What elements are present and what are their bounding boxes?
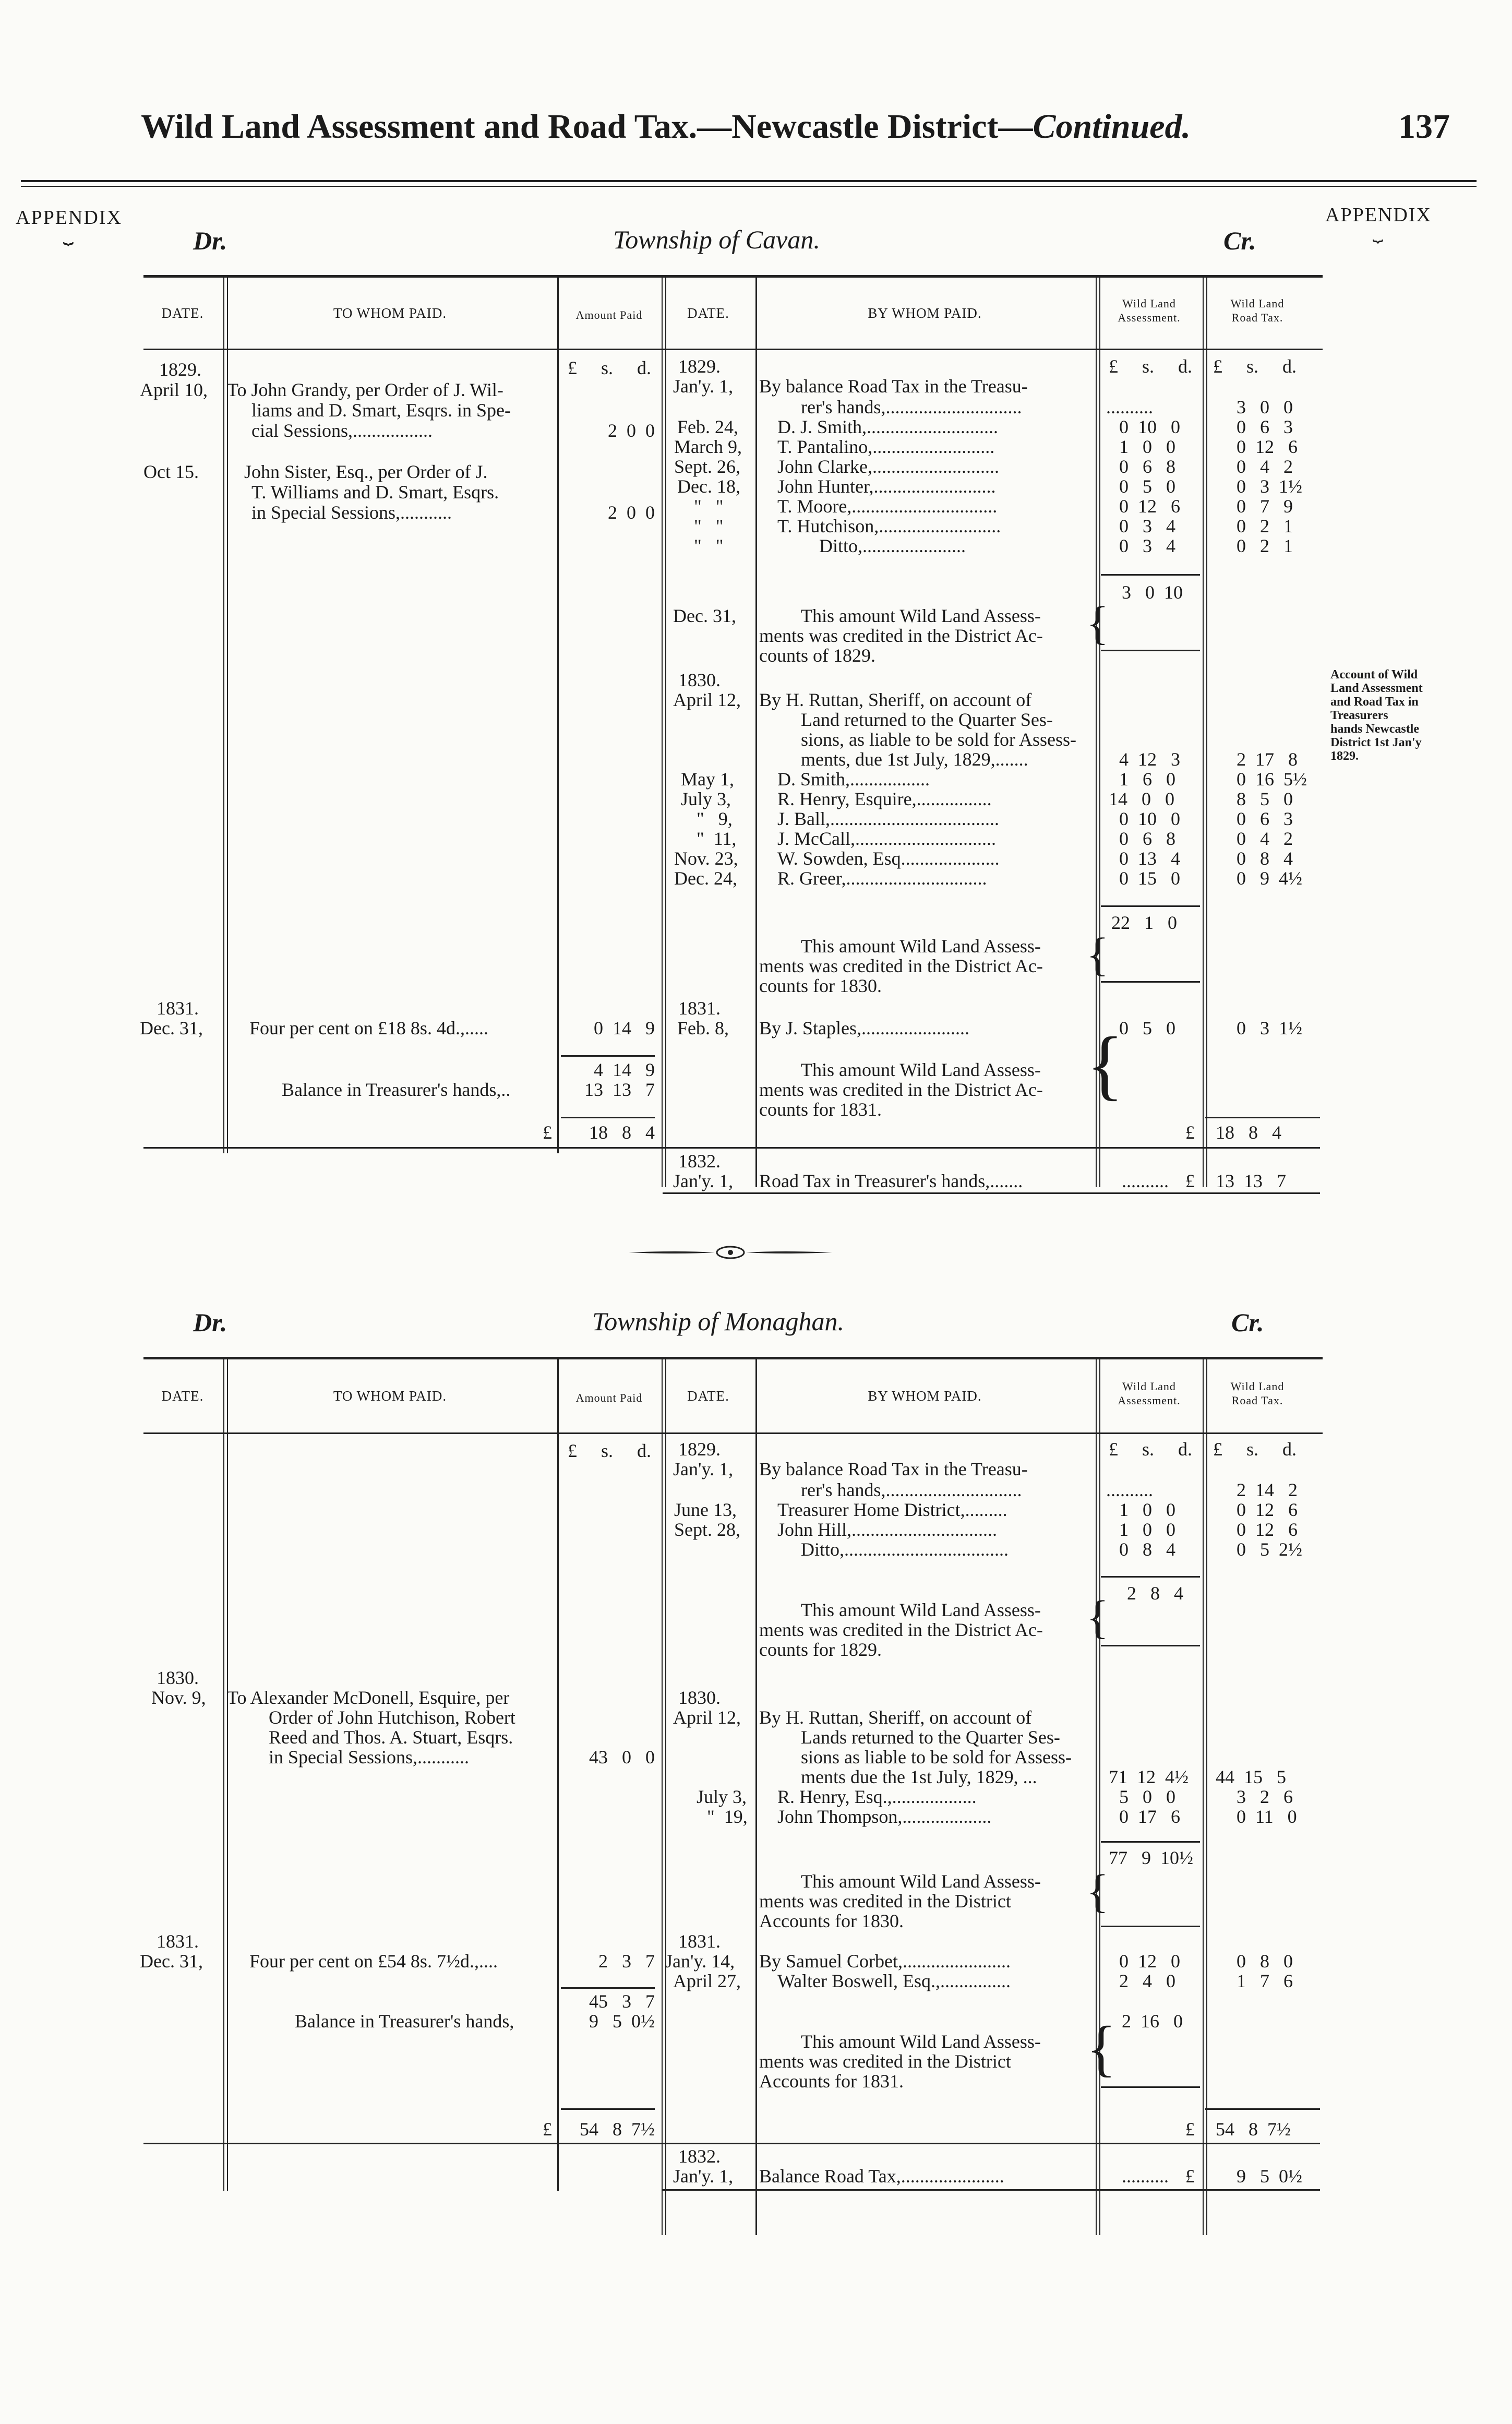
credited-note: ments was credited in the District Ac- [759, 1079, 1043, 1100]
entry-date: 1830. [157, 1667, 199, 1688]
entry-text: John Hunter,.......................... [777, 476, 996, 497]
entry-wla: 0 6 8 [1119, 828, 1175, 849]
entry-wla: 14 0 0 [1109, 789, 1174, 809]
col-rt: Wild Land Road Tax. [1230, 297, 1285, 324]
entry-wla: .......... [1106, 397, 1153, 417]
credited-note: ments was credited in the District Ac- [759, 956, 1043, 976]
credited-note: This amount Wild Land Assess- [801, 1059, 1041, 1080]
entry-date: Nov. 23, [674, 848, 738, 869]
col-amount: Amount Paid [575, 308, 643, 321]
credited-note: ments was credited in the District Ac- [759, 1619, 1043, 1640]
appendix-left: APPENDIX ⏟ [16, 207, 122, 245]
cavan-final-text: Road Tax in Treasurer's hands,....... [759, 1171, 1023, 1191]
dotted-leader: .......... [1122, 2166, 1169, 2187]
entry-wla: 0 5 0 [1119, 1018, 1175, 1038]
col-to-whom: TO WHOM PAID. [333, 1388, 447, 1404]
monaghan-final-text: Balance Road Tax,...................... [759, 2166, 1004, 2187]
entry-date: Dec. 31, [140, 1018, 203, 1038]
entry-date: Jan'y. 1, [673, 1459, 734, 1479]
entry-date: May 1, [681, 769, 734, 790]
entry-text: John Thompson,................... [777, 1806, 992, 1827]
credited-note: ments was credited in the District [759, 1891, 1011, 1912]
entry-rt: 3 2 6 [1237, 1786, 1293, 1807]
entry-date: April 27, [673, 1971, 741, 1991]
entry-text: Four per cent on £54 8s. 7½d.,.... [249, 1951, 498, 1972]
col-date2: DATE. [687, 1388, 729, 1404]
entry-rt: 0 6 3 [1237, 416, 1293, 437]
entry-text: By balance Road Tax in the Treasu- [759, 1459, 1028, 1479]
entry-text: R. Henry, Esquire,................ [777, 789, 992, 809]
pound-sign: £ [1185, 1122, 1195, 1143]
col-wla: Wild Land Assessment. [1118, 1380, 1181, 1407]
entry-date: Jan'y. 1, [673, 1171, 734, 1191]
entry-wla: 71 12 4½ [1109, 1766, 1189, 1787]
entry-wla: 0 5 0 [1119, 476, 1175, 497]
entry-amount: 4 14 9 [594, 1059, 655, 1080]
entry-date: 1830. [678, 1687, 721, 1708]
entry-date: 1829. [678, 1439, 721, 1460]
entry-text: Balance in Treasurer's hands, [295, 2011, 514, 2032]
entry-rt: 0 8 4 [1237, 848, 1293, 869]
entry-date: 1831. [157, 998, 199, 1019]
entry-text: J. Ball,.................................... [777, 808, 1000, 829]
monaghan-subtotal-1829: 2 8 4 [1127, 1583, 1183, 1604]
entry-wla: 0 8 4 [1119, 1539, 1175, 1560]
entry-text: T. Williams and D. Smart, Esqrs. [251, 482, 499, 503]
entry-date: Oct 15. [143, 461, 199, 482]
lsd-amount: £ s. d. [568, 357, 651, 378]
entry-date: Jan'y. 1, [673, 376, 734, 397]
entry-date: Dec. 31, [140, 1951, 203, 1972]
monaghan-total-right: 54 8 7½ [1216, 2119, 1291, 2140]
brace-icon: ⏟ [63, 225, 75, 245]
monaghan-total-left: 54 8 7½ [580, 2119, 655, 2140]
credited-note: counts for 1831. [759, 1099, 882, 1120]
entry-text: T. Moore,............................... [777, 496, 998, 517]
entry-rt: 8 5 0 [1237, 789, 1293, 809]
col-rt: Wild Land Road Tax. [1230, 1380, 1285, 1407]
cavan-final-amount: 13 13 7 [1216, 1171, 1286, 1191]
entry-date: 1832. [678, 2146, 721, 2167]
entry-text: liams and D. Smart, Esqrs. in Spe- [251, 400, 511, 421]
monaghan-final-amount: 9 5 0½ [1237, 2166, 1302, 2187]
entry-wla: 0 10 0 [1119, 416, 1180, 437]
entry-text: ments due the 1st July, 1829, ... [801, 1766, 1037, 1787]
entry-amount: 43 0 0 [589, 1747, 655, 1768]
entry-text: T. Pantalino,.......................... [777, 436, 995, 457]
brace-icon: ⏟ [1372, 223, 1385, 242]
entry-text: D. Smith,................. [777, 769, 930, 790]
credited-note: counts for 1829. [759, 1639, 882, 1660]
entry-text: Treasurer Home District,......... [777, 1499, 1007, 1520]
entry-text: Ditto,................................... [801, 1539, 1009, 1560]
entry-date: Feb. 8, [677, 1018, 729, 1038]
brace-icon: { [1086, 929, 1109, 981]
entry-rt: 0 4 2 [1237, 456, 1293, 477]
entry-wla: 0 12 0 [1119, 1951, 1180, 1972]
entry-rt: 2 14 2 [1237, 1479, 1298, 1500]
entry-text: T. Hutchison,.......................... [777, 516, 1001, 536]
pound-sign: £ [543, 2119, 552, 2140]
entry-text: By H. Ruttan, Sheriff, on account of [759, 1707, 1032, 1728]
entry-rt: 44 15 5 [1216, 1766, 1286, 1787]
entry-amount: 45 3 7 [589, 1991, 655, 2012]
lsd-wla: £ s. d. [1109, 1439, 1192, 1460]
entry-text: D. J. Smith,............................ [777, 416, 999, 437]
entry-amount: 9 5 0½ [589, 2011, 655, 2032]
col-by-whom: BY WHOM PAID. [868, 305, 982, 321]
entry-date: " " [694, 496, 724, 517]
credited-note: This amount Wild Land Assess- [801, 605, 1041, 626]
entry-date: April 10, [140, 379, 208, 400]
entry-date: 1831. [157, 1931, 199, 1952]
entry-text: By J. Staples,....................... [759, 1018, 970, 1038]
cavan-title: Township of Cavan. [613, 225, 820, 254]
entry-rt: 0 5 2½ [1237, 1539, 1302, 1560]
entry-date: Jan'y. 14, [665, 1951, 735, 1972]
pound-sign: £ [1185, 2166, 1195, 2187]
entry-wla: 0 13 4 [1119, 848, 1180, 869]
entry-text: sions as liable to be sold for Assess- [801, 1747, 1072, 1768]
col-amount: Amount Paid [575, 1391, 643, 1404]
entry-date: Nov. 9, [151, 1687, 206, 1708]
entry-rt: 0 3 1½ [1237, 476, 1302, 497]
col-to-whom: TO WHOM PAID. [333, 305, 447, 321]
entry-date: June 13, [674, 1499, 737, 1520]
entry-text: By Samuel Corbet,....................... [759, 1951, 1011, 1972]
entry-date: 1829. [678, 356, 721, 377]
entry-rt: 0 7 9 [1237, 496, 1293, 517]
monaghan-cr: Cr. [1231, 1308, 1264, 1337]
credited-note: Accounts for 1830. [759, 1910, 904, 1931]
credited-note: counts for 1830. [759, 975, 882, 996]
entry-text: rer's hands,............................. [801, 1479, 1022, 1500]
entry-wla: 5 0 0 [1119, 1786, 1175, 1807]
entry-text: Walter Boswell, Esq.,............... [777, 1971, 1011, 1991]
monaghan-subtotal-1830: 77 9 10½ [1109, 1847, 1193, 1868]
entry-text: W. Sowden, Esq..................... [777, 848, 1000, 869]
monaghan-dr: Dr. [193, 1308, 227, 1337]
entry-wla: 2 4 0 [1119, 1971, 1175, 1991]
entry-text: By balance Road Tax in the Treasu- [759, 376, 1028, 397]
entry-date: " 11, [697, 828, 737, 849]
entry-date: " " [694, 535, 724, 556]
entry-rt: 2 17 8 [1237, 749, 1298, 770]
dotted-leader: .......... [1122, 1171, 1169, 1191]
pound-sign: £ [543, 1122, 552, 1143]
entry-rt: 0 3 1½ [1237, 1018, 1302, 1038]
pound-sign: £ [1185, 1171, 1195, 1191]
credited-note: counts of 1829. [759, 645, 875, 666]
credited-note: This amount Wild Land Assess- [801, 1871, 1041, 1892]
entry-text: cial Sessions,................. [251, 420, 433, 441]
brace-icon: { [1086, 1592, 1109, 1643]
entry-date: " 9, [697, 808, 733, 829]
entry-wla: 1 0 0 [1119, 1499, 1175, 1520]
entry-rt: 0 4 2 [1237, 828, 1293, 849]
entry-date: March 9, [674, 436, 742, 457]
entry-date: July 3, [697, 1786, 747, 1807]
col-date: DATE. [161, 1388, 204, 1404]
lsd-rt: £ s. d. [1213, 356, 1297, 377]
entry-date: 1830. [678, 670, 721, 690]
entry-wla: .......... [1106, 1479, 1153, 1500]
entry-amount: 2 3 7 [598, 1951, 655, 1972]
entry-text: in Special Sessions,........... [251, 502, 452, 523]
entry-date: Sept. 28, [674, 1519, 741, 1540]
entry-date: 1829. [159, 359, 201, 380]
entry-amount: 2 0 0 [608, 502, 655, 523]
entry-rt: 0 12 6 [1237, 1519, 1298, 1540]
entry-text: John Clarke,........................... [777, 456, 999, 477]
cavan-subtotal-1830: 22 1 0 [1111, 912, 1177, 933]
entry-text: in Special Sessions,........... [269, 1747, 469, 1768]
entry-amount: 0 14 9 [594, 1018, 655, 1038]
pound-sign: £ [1185, 2119, 1195, 2140]
entry-text: To John Grandy, per Order of J. Wil- [227, 379, 503, 400]
entry-text: Balance in Treasurer's hands,.. [282, 1079, 511, 1100]
entry-wla: 1 0 0 [1119, 1519, 1175, 1540]
col-date: DATE. [161, 305, 204, 321]
entry-amount: 2 0 0 [608, 420, 655, 441]
entry-rt: 0 9 4½ [1237, 868, 1302, 889]
entry-date: Dec. 24, [674, 868, 737, 889]
entry-rt: 0 11 0 [1237, 1806, 1297, 1827]
entry-text: John Sister, Esq., per Order of J. [244, 461, 488, 482]
entry-date: Dec. 18, [677, 476, 740, 497]
lsd-wla: £ s. d. [1109, 356, 1192, 377]
brace-icon: { [1086, 2013, 1117, 2083]
entry-rt: 0 12 6 [1237, 1499, 1298, 1520]
entry-date: 1831. [678, 1931, 721, 1952]
entry-wla: 0 3 4 [1119, 516, 1175, 536]
entry-wla: 0 6 8 [1119, 456, 1175, 477]
entry-wla: 1 6 0 [1119, 769, 1175, 790]
entry-date: 1832. [678, 1151, 721, 1172]
entry-text: To Alexander McDonell, Esquire, per [227, 1687, 510, 1708]
entry-wla: 1 0 0 [1119, 436, 1175, 457]
entry-rt: 0 2 1 [1237, 516, 1293, 536]
entry-rt: 0 2 1 [1237, 535, 1293, 556]
entry-date: April 12, [673, 689, 741, 710]
credited-note: Accounts for 1831. [759, 2071, 904, 2092]
entry-wla: 4 12 3 [1119, 749, 1180, 770]
entry-text: John Hill,............................... [777, 1519, 998, 1540]
lsd-amount: £ s. d. [568, 1440, 651, 1461]
entry-text: sions, as liable to be sold for Assess- [801, 729, 1076, 750]
cavan-side-note: Account of Wild Land Assessment and Road Tax in Treasurers hands Newcastle District 1st Jan'y 1829. [1330, 668, 1423, 763]
entry-date: " " [694, 516, 724, 536]
col-by-whom: BY WHOM PAID. [868, 1388, 982, 1404]
monaghan-title: Township of Monaghan. [592, 1307, 844, 1336]
entry-text: By H. Ruttan, Sheriff, on account of [759, 689, 1032, 710]
credited-note: ments was credited in the District Ac- [759, 625, 1043, 646]
cavan-subtotal-1829: 3 0 10 [1122, 582, 1183, 603]
entry-rt: 1 7 6 [1237, 1971, 1293, 1991]
entry-text: R. Henry, Esq.,.................. [777, 1786, 977, 1807]
entry-text: Reed and Thos. A. Stuart, Esqrs. [269, 1727, 513, 1748]
running-title-continued: Continued. [1033, 108, 1191, 146]
entry-wla: 0 10 0 [1119, 808, 1180, 829]
page-number: 137 [1398, 108, 1450, 146]
entry-rt: 3 0 0 [1237, 397, 1293, 417]
credited-note: This amount Wild Land Assess- [801, 1599, 1041, 1620]
entry-text: Order of John Hutchison, Robert [269, 1707, 515, 1728]
cavan-cr: Cr. [1223, 226, 1256, 255]
entry-date: " 19, [707, 1806, 748, 1827]
entry-rt: 0 16 5½ [1237, 769, 1307, 790]
entry-date: 1831. [678, 998, 721, 1019]
brace-icon: { [1086, 598, 1109, 649]
entry-text: R. Greer,.............................. [777, 868, 987, 889]
entry-text: ments, due 1st July, 1829,....... [801, 749, 1028, 770]
monaghan-subtotal-1831: 2 16 0 [1122, 2011, 1183, 2032]
entry-date: Jan'y. 1, [673, 2166, 734, 2187]
entry-rt: 0 8 0 [1237, 1951, 1293, 1972]
entry-text: Ditto,...................... [819, 535, 966, 556]
entry-text: Lands returned to the Quarter Ses- [801, 1727, 1060, 1748]
entry-wla: 0 12 6 [1119, 496, 1180, 517]
credited-note: This amount Wild Land Assess- [801, 2031, 1041, 2052]
entry-wla: 0 3 4 [1119, 535, 1175, 556]
cavan-dr: Dr. [193, 226, 227, 255]
col-wla: Wild Land Assessment. [1118, 297, 1181, 324]
appendix-right: APPENDIX ⏟ [1325, 204, 1432, 242]
col-date2: DATE. [687, 305, 729, 321]
entry-date: Sept. 26, [674, 456, 741, 477]
entry-date: July 3, [681, 789, 731, 809]
entry-wla: 0 15 0 [1119, 868, 1180, 889]
entry-text: Four per cent on £18 8s. 4d.,..... [249, 1018, 488, 1038]
entry-rt: 0 6 3 [1237, 808, 1293, 829]
entry-text: J. McCall,.............................. [777, 828, 996, 849]
cavan-total-left: 18 8 4 [589, 1122, 655, 1143]
cavan-total-right: 18 8 4 [1216, 1122, 1281, 1143]
entry-date: April 12, [673, 1707, 741, 1728]
credited-note: This amount Wild Land Assess- [801, 936, 1041, 957]
running-title-main: Wild Land Assessment and Road Tax.—Newcastle District— [141, 108, 1033, 146]
brace-icon: { [1086, 1021, 1124, 1108]
lsd-rt: £ s. d. [1213, 1439, 1297, 1460]
credited-note: ments was credited in the District [759, 2051, 1011, 2072]
entry-text: Land returned to the Quarter Ses- [801, 709, 1053, 730]
entry-amount: 13 13 7 [584, 1079, 655, 1100]
entry-date: Dec. 31, [673, 605, 736, 626]
entry-rt: 0 12 6 [1237, 436, 1298, 457]
entry-date: Feb. 24, [677, 416, 738, 437]
entry-text: rer's hands,............................. [801, 397, 1022, 417]
brace-icon: { [1086, 1866, 1109, 1917]
entry-wla: 0 17 6 [1119, 1806, 1180, 1827]
